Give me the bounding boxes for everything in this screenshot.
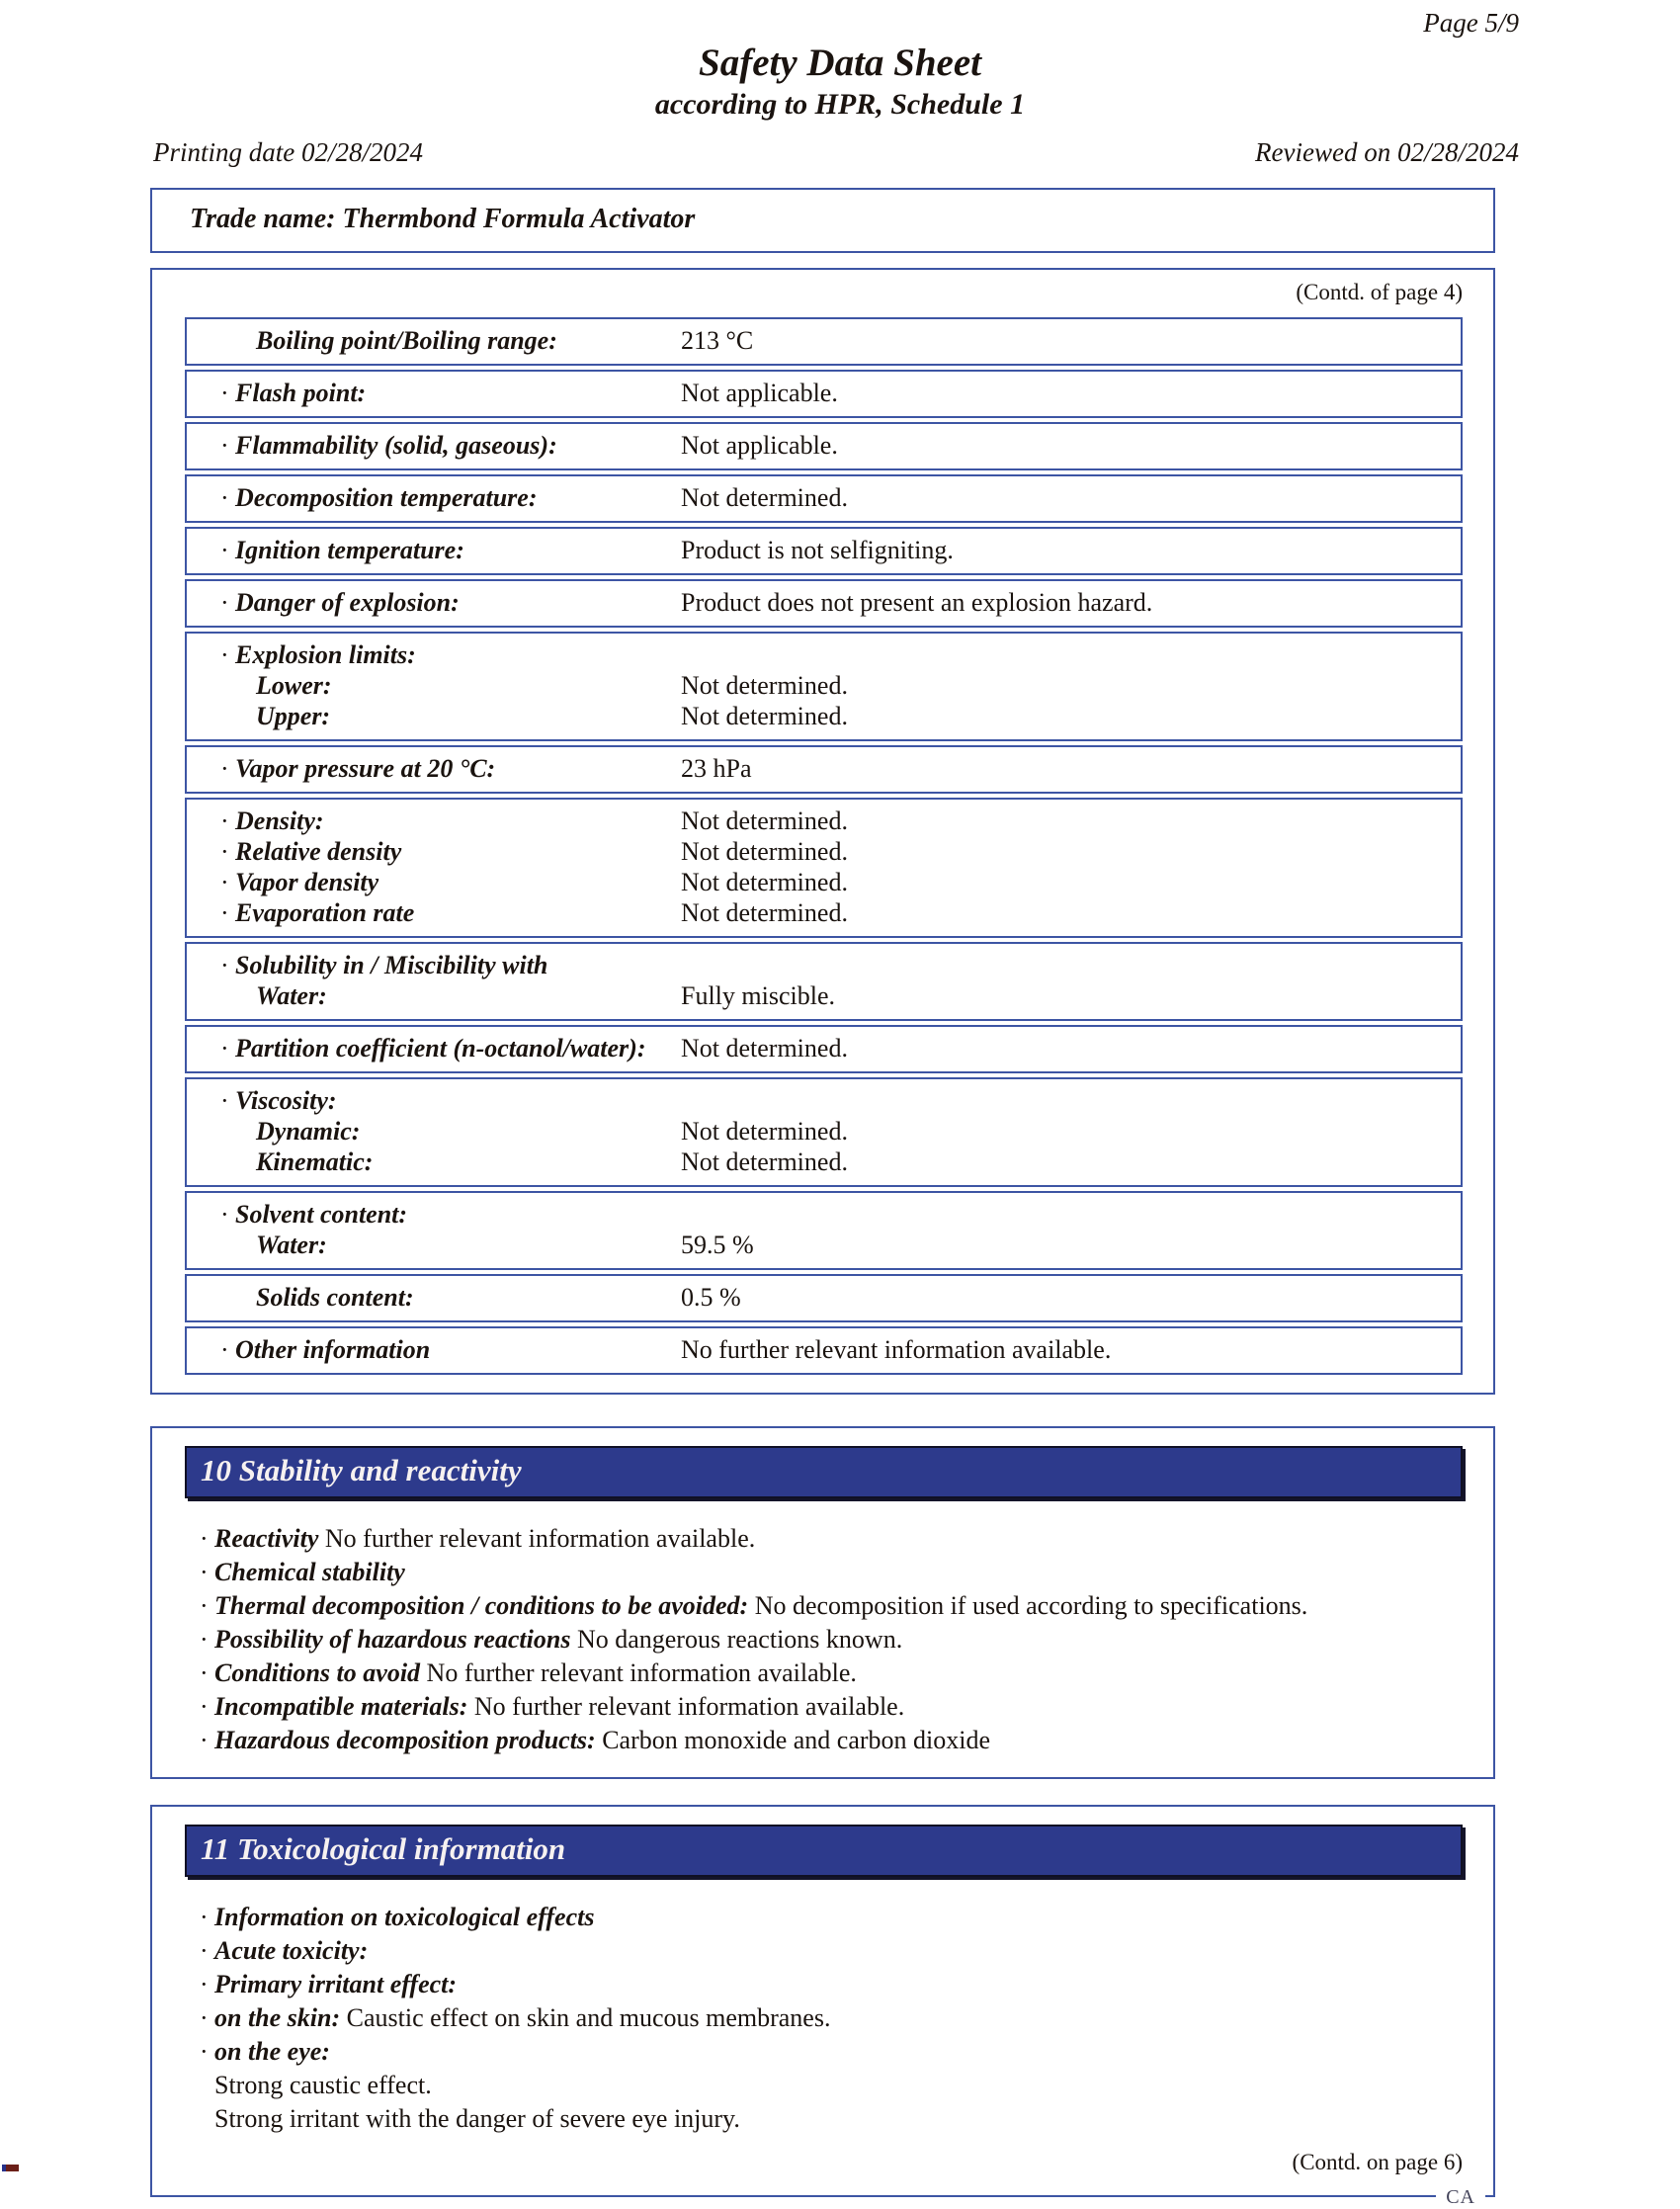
property-label <box>187 587 681 618</box>
scan-artifact <box>2 2165 19 2171</box>
properties-section-box <box>150 268 1495 1395</box>
property-label-text: Decomposition temperature: <box>235 483 538 512</box>
bullet-dot: · <box>200 2003 209 2032</box>
item-label: Acute toxicity: <box>214 1936 369 1965</box>
property-row <box>185 1191 1463 1270</box>
property-label-text: Vapor pressure at 20 °C: <box>235 754 496 783</box>
section-item <box>200 1589 1463 1623</box>
property-line <box>187 587 1461 618</box>
property-row <box>185 422 1463 470</box>
property-row <box>185 632 1463 741</box>
property-label-text: Boiling point/Boiling range: <box>256 326 557 355</box>
property-label-text: Ignition temperature: <box>235 536 464 564</box>
item-text: Strong irritant with the danger of severe eye injury. <box>214 2104 740 2133</box>
property-value: Not applicable. <box>681 379 838 407</box>
bullet-dot: · <box>200 1625 209 1654</box>
property-line <box>187 1282 1461 1313</box>
doc-subtitle: according to HPR, Schedule 1 <box>654 88 1026 121</box>
section-items <box>200 1901 1463 2136</box>
item-label: Reactivity <box>214 1524 319 1553</box>
property-value <box>681 1199 1461 1230</box>
item-text: No decomposition if used according to specifications. <box>748 1591 1308 1620</box>
contd-of-page-note: (Contd. of page 4) <box>1296 280 1463 304</box>
property-value: Not determined. <box>681 1034 848 1062</box>
section-items <box>200 1522 1463 1757</box>
bullet-dot: · <box>200 1936 209 1965</box>
item-text: Caustic effect on skin and mucous membranes. <box>340 2003 831 2032</box>
bullet-dot: · <box>220 868 229 896</box>
property-line <box>187 1199 1461 1230</box>
property-label <box>187 753 681 784</box>
property-line <box>187 980 1461 1011</box>
property-label-text: Solubility in / Miscibility with <box>235 951 548 979</box>
bullet-dot: · <box>200 1591 209 1620</box>
property-value: Product is not selfigniting. <box>681 536 954 564</box>
item-text: Strong caustic effect. <box>214 2071 432 2099</box>
property-label <box>187 1199 681 1230</box>
property-value: 0.5 % <box>681 1283 741 1312</box>
property-label-text: Danger of explosion: <box>235 588 460 617</box>
property-label-text: Vapor density <box>235 868 379 896</box>
property-label-text: Solids content: <box>256 1283 414 1312</box>
section-item <box>200 1623 1463 1657</box>
property-label <box>187 670 681 701</box>
property-row <box>185 745 1463 794</box>
item-text: No dangerous reactions known. <box>570 1625 903 1654</box>
property-label <box>187 535 681 565</box>
section-item <box>200 1724 1463 1757</box>
property-line <box>187 1334 1461 1365</box>
property-label <box>187 1282 681 1313</box>
property-line <box>187 670 1461 701</box>
property-label <box>187 950 681 980</box>
property-value <box>681 639 1461 670</box>
section-item <box>200 1934 1463 1968</box>
property-value: 213 °C <box>681 326 754 355</box>
property-line <box>187 1147 1461 1177</box>
property-line <box>187 1085 1461 1116</box>
property-label-text: Dynamic: <box>256 1117 361 1146</box>
property-value: Not determined. <box>681 1147 848 1176</box>
property-value: Not determined. <box>681 671 848 700</box>
section-item <box>200 1556 1463 1589</box>
bullet-dot: · <box>200 1524 209 1553</box>
item-text: Carbon monoxide and carbon dioxide <box>595 1726 991 1754</box>
property-label-text: Density: <box>235 807 324 835</box>
property-label <box>187 1147 681 1177</box>
section-title: 10 Stability and reactivity <box>201 1453 522 1487</box>
sections-host <box>0 1426 1680 2208</box>
property-label-text: Flash point: <box>235 379 367 407</box>
property-label <box>187 897 681 928</box>
property-value <box>681 950 1461 980</box>
property-value: Not determined. <box>681 868 848 896</box>
printing-date: Printing date 02/28/2024 <box>153 137 423 167</box>
section-item <box>200 1901 1463 1934</box>
property-label <box>187 430 681 461</box>
item-label: Hazardous decomposition products: <box>214 1726 596 1754</box>
item-label: Possibility of hazardous reactions <box>214 1625 571 1654</box>
property-label <box>187 836 681 867</box>
dates-row <box>153 137 1519 168</box>
property-label-text: Viscosity: <box>235 1086 337 1115</box>
property-line <box>187 325 1461 356</box>
property-line <box>187 950 1461 980</box>
bullet-dot: · <box>220 640 229 669</box>
property-row <box>185 1077 1463 1187</box>
properties-table <box>185 317 1463 1375</box>
bullet-dot: · <box>220 431 229 460</box>
item-text: No further relevant information available. <box>420 1658 857 1687</box>
property-row <box>185 317 1463 366</box>
property-value: Not determined. <box>681 702 848 730</box>
property-label <box>187 482 681 513</box>
property-label <box>187 1085 681 1116</box>
property-line <box>187 378 1461 408</box>
bullet-dot: · <box>220 1034 229 1062</box>
section-box-10 <box>150 1426 1495 1779</box>
property-value: Not determined. <box>681 483 848 512</box>
property-row <box>185 527 1463 575</box>
property-value: 23 hPa <box>681 754 752 783</box>
property-value: 59.5 % <box>681 1231 754 1259</box>
item-label: Information on toxicological effects <box>214 1903 595 1931</box>
property-label <box>187 701 681 731</box>
property-label <box>187 1116 681 1147</box>
property-line <box>187 639 1461 670</box>
property-value <box>681 1085 1461 1116</box>
property-line <box>187 482 1461 513</box>
property-line <box>187 753 1461 784</box>
item-label: Conditions to avoid <box>214 1658 421 1687</box>
property-value: Not determined. <box>681 807 848 835</box>
property-label-text: Water: <box>256 981 327 1010</box>
property-label <box>187 980 681 1011</box>
section-item <box>200 1968 1463 2001</box>
reviewed-date: Reviewed on 02/28/2024 <box>1255 137 1519 167</box>
property-label-text: Lower: <box>256 671 332 700</box>
property-label-text: Evaporation rate <box>235 898 415 927</box>
page-number: Page 5/9 <box>1423 8 1519 38</box>
property-label <box>187 325 681 356</box>
bullet-dot: · <box>220 951 229 979</box>
property-label <box>187 1334 681 1365</box>
property-value: No further relevant information available. <box>681 1335 1112 1364</box>
section-item <box>200 2001 1463 2035</box>
property-label <box>187 378 681 408</box>
bullet-dot: · <box>200 1692 209 1721</box>
bullet-dot: · <box>220 837 229 866</box>
property-label <box>187 867 681 897</box>
trade-name: Trade name: Thermbond Formula Activator <box>190 204 696 234</box>
item-label: Chemical stability <box>214 1558 405 1586</box>
item-label: Thermal decomposition / conditions to be avoided: <box>214 1591 749 1620</box>
property-label <box>187 1230 681 1260</box>
section-title: 11 Toxicological information <box>201 1831 566 1866</box>
property-label-text: Relative density <box>235 837 402 866</box>
item-text: No further relevant information available. <box>467 1692 905 1721</box>
property-row <box>185 370 1463 418</box>
bullet-dot: · <box>220 1086 229 1115</box>
property-row <box>185 1326 1463 1375</box>
property-label <box>187 806 681 836</box>
section-header-bar <box>185 1825 1463 1877</box>
item-label: on the skin: <box>214 2003 341 2032</box>
trade-name-box <box>150 188 1495 253</box>
property-label-text: Other information <box>235 1335 431 1364</box>
section-item <box>200 2035 1463 2069</box>
property-label-text: Water: <box>256 1231 327 1259</box>
property-label-text: Explosion limits: <box>235 640 416 669</box>
property-value: Product does not present an explosion hazard. <box>681 588 1153 617</box>
property-line <box>187 1230 1461 1260</box>
bullet-dot: · <box>220 536 229 564</box>
property-value: Fully miscible. <box>681 981 835 1010</box>
bullet-dot: · <box>220 588 229 617</box>
bullet-dot: · <box>220 483 229 512</box>
bullet-dot: · <box>200 1970 209 1998</box>
property-line <box>187 1033 1461 1063</box>
section-item <box>200 1690 1463 1724</box>
property-line <box>187 701 1461 731</box>
property-line <box>187 897 1461 928</box>
property-row <box>185 1274 1463 1322</box>
item-label: Primary irritant effect: <box>214 1970 458 1998</box>
property-label <box>187 1033 681 1063</box>
page-corner-mark: CA <box>1436 2186 1485 2209</box>
property-label-text: Upper: <box>256 702 331 730</box>
contd-on-page-note: (Contd. on page 6) <box>1292 2150 1463 2174</box>
bullet-dot: · <box>200 1658 209 1687</box>
doc-title: Safety Data Sheet <box>699 42 981 84</box>
property-line <box>187 430 1461 461</box>
bullet-dot: · <box>200 1558 209 1586</box>
section-item <box>200 2102 1463 2136</box>
property-label <box>187 639 681 670</box>
property-line <box>187 1116 1461 1147</box>
section-item <box>200 1522 1463 1556</box>
property-line <box>187 535 1461 565</box>
item-text: No further relevant information available. <box>318 1524 756 1553</box>
section-item <box>200 1657 1463 1690</box>
section-box-11 <box>150 1805 1495 2208</box>
bullet-dot: · <box>200 1903 209 1931</box>
bullet-dot: · <box>220 379 229 407</box>
property-row <box>185 1025 1463 1073</box>
property-value: Not determined. <box>681 837 848 866</box>
property-label-text: Partition coefficient (n-octanol/water): <box>235 1034 646 1062</box>
bullet-dot: · <box>220 1335 229 1364</box>
bullet-dot: · <box>220 807 229 835</box>
bullet-dot: · <box>220 898 229 927</box>
bullet-dot: · <box>220 1200 229 1229</box>
property-label-text: Solvent content: <box>235 1200 408 1229</box>
item-label: Incompatible materials: <box>214 1692 468 1721</box>
property-value: Not determined. <box>681 898 848 927</box>
bullet-dot: · <box>200 2037 209 2066</box>
property-label-text: Flammability (solid, gaseous): <box>235 431 557 460</box>
property-row <box>185 798 1463 938</box>
bullet-dot: · <box>200 1726 209 1754</box>
property-row <box>185 579 1463 628</box>
property-value: Not determined. <box>681 1117 848 1146</box>
property-value: Not applicable. <box>681 431 838 460</box>
property-line <box>187 836 1461 867</box>
property-line <box>187 806 1461 836</box>
section-header-bar <box>185 1446 1463 1498</box>
property-label-text: Kinematic: <box>256 1147 374 1176</box>
property-row <box>185 474 1463 523</box>
item-label: on the eye: <box>214 2037 330 2066</box>
property-line <box>187 867 1461 897</box>
property-row <box>185 942 1463 1021</box>
section-item <box>200 2069 1463 2102</box>
bullet-dot: · <box>220 754 229 783</box>
